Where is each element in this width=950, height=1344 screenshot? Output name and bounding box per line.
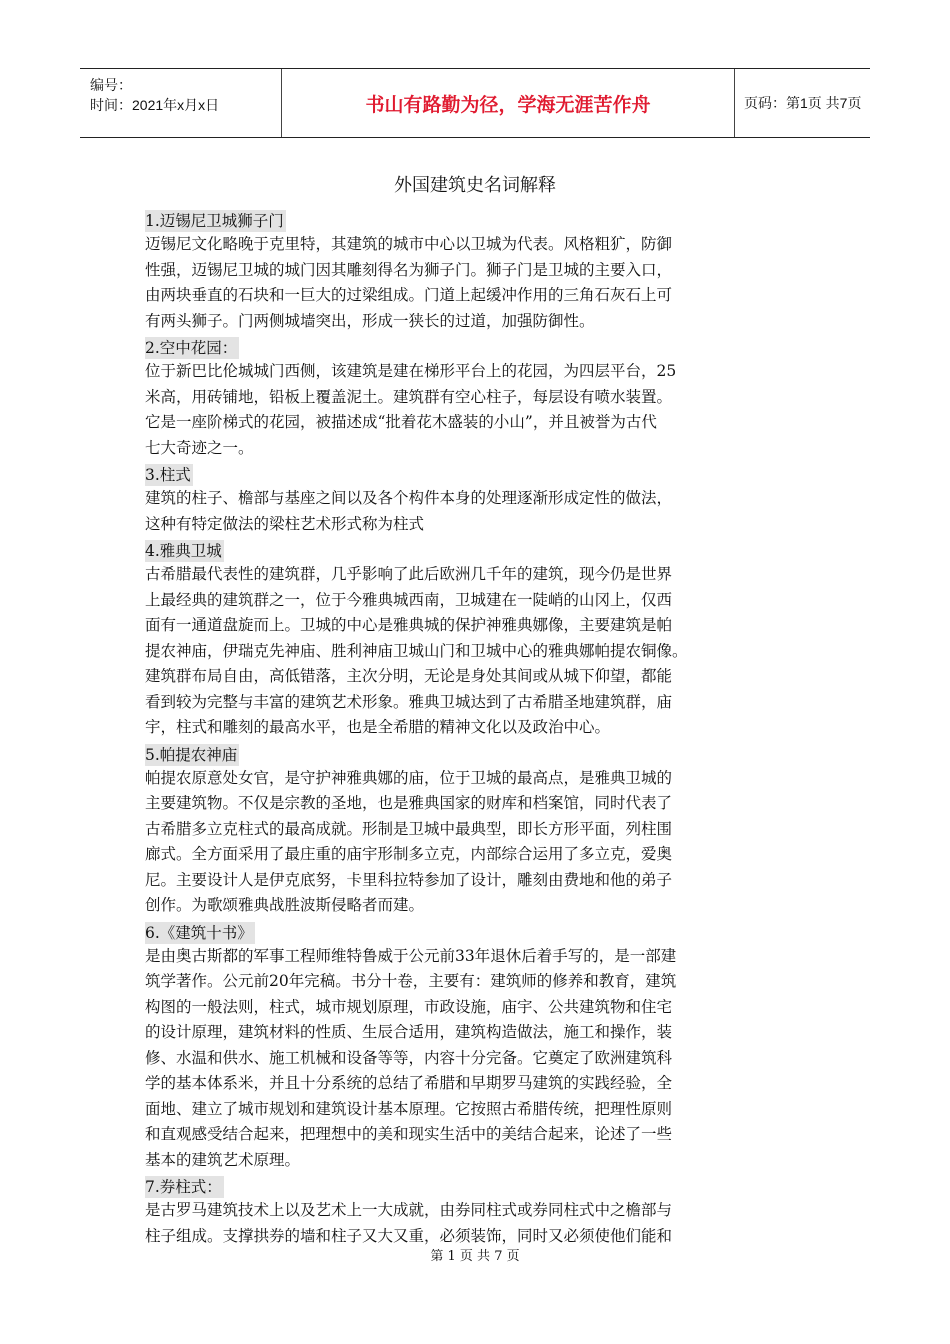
paragraph-line: 和直观感受结合起来，把理想中的美和现实生活中的美结合起来，论述了一些 — [145, 1125, 673, 1143]
paragraph-line: 面有一通道盘旋而上。卫城的中心是雅典城的保护神雅典娜像，主要建筑是帕 — [145, 616, 673, 634]
paragraph-line: 宇，柱式和雕刻的最高水平，也是全希腊的精神文化以及政治中心。 — [145, 718, 611, 736]
paragraph-line: 柱子组成。支撑拱券的墙和柱子又大又重，必须装饰，同时又必须使他们能和 — [145, 1226, 673, 1245]
paragraph-line: 由两块垂直的石块和一巨大的过梁组成。门道上起缓冲作用的三角石灰石上可 — [145, 286, 673, 304]
motto-text: 书山有路勤为径，学海无涯苦作舟 — [365, 93, 651, 116]
date-label: 时间：2021年x月x日 — [90, 97, 220, 113]
paragraph-line: 建筑群布局自由，高低错落，主次分明，无论是身处其间或从城下仰望，都能 — [145, 667, 673, 685]
paragraph-line: 帕提农原意处女官，是守护神雅典娜的庙，位于卫城的最高点，是雅典卫城的 — [145, 768, 673, 787]
header-table — [80, 68, 870, 138]
section-heading: 6.《建筑十书》 — [145, 923, 253, 942]
paragraph-line: 迈锡尼文化略晚于克里特，其建筑的城市中心以卫城为代表。风格粗犷，防御 — [145, 235, 673, 253]
paragraph-line: 有两头狮子。门两侧城墙突出，形成一狭长的过道，加强防御性。 — [145, 311, 595, 330]
document-title: 外国建筑史名词解释 — [394, 175, 556, 196]
page-footer: 第 1 页 共 7 页 — [430, 1249, 520, 1264]
header-info-cell — [80, 69, 282, 137]
section-heading: 3.柱式 — [145, 466, 191, 484]
paragraph-line: 古希腊多立克柱式的最高成就。形制是卫城中最典型，即长方形平面，列柱围 — [145, 819, 673, 838]
paragraph-line: 是古罗马建筑技术上以及艺术上一大成就，由券同柱式或券同柱式中之檐部与 — [145, 1201, 673, 1219]
paragraph-line: 位于新巴比伦城城门西侧，该建筑是建在梯形平台上的花园，为四层平台，25 — [145, 362, 677, 380]
section — [145, 537, 805, 741]
paragraph-line: 古希腊最代表性的建筑群，几乎影响了此后欧洲几千年的建筑，现今仍是世界 — [145, 565, 673, 583]
section — [145, 919, 805, 1174]
paragraph-line: 性强，迈锡尼卫城的城门因其雕刻得名为狮子门。狮子门是卫城的主要入口， — [145, 260, 673, 279]
paragraph-line: 这种有特定做法的梁柱艺术形式称为柱式 — [145, 514, 425, 533]
paragraph-line: 尼。主要设计人是伊克底努，卡里科拉特参加了设计，雕刻由费地和他的弟子 — [145, 870, 673, 889]
paragraph-line: 七大奇迹之一。 — [145, 438, 254, 457]
paragraph-line: 创作。为歌颂雅典战胜波斯侵略者而建。 — [145, 896, 425, 914]
motto-cell — [282, 69, 735, 137]
section — [145, 461, 805, 537]
section-heading: 1.迈锡尼卫城狮子门 — [145, 212, 284, 230]
section — [145, 207, 805, 334]
paragraph-line: 廊式。全方面采用了最庄重的庙宇形制多立克，内部综合运用了多立克，爱奥 — [145, 845, 673, 863]
paragraph-line: 上最经典的建筑群之一，位于今雅典城西南，卫城建在一陡峭的山冈上，仅西 — [145, 590, 673, 609]
paragraph-line: 提农神庙，伊瑞克先神庙、胜利神庙卫城山门和卫城中心的雅典娜帕提农铜像。 — [145, 641, 688, 660]
paragraph-line: 米高，用砖铺地，铅板上覆盖泥土。建筑群有空心柱子，每层设有喷水装置。 — [145, 387, 673, 406]
paragraph-line: 看到较为完整与丰富的建筑艺术形象。雅典卫城达到了古希腊圣地建筑群，庙 — [145, 692, 673, 711]
paragraph-line: 筑学著作。公元前20年完稿。书分十卷，主要有：建筑师的修养和教育，建筑 — [145, 972, 677, 990]
paragraph-line: 的设计原理，建筑材料的性质、生辰合适用，建筑构造做法，施工和操作，装 — [145, 1023, 673, 1041]
paragraph-line: 建筑的柱子、檐部与基座之间以及各个构件本身的处理逐渐形成定性的做法， — [145, 489, 673, 507]
section-heading: 2.空中花园： — [145, 339, 238, 357]
section — [145, 741, 805, 919]
paragraph-line: 学的基本体系米，并且十分系统的总结了希腊和早期罗马建筑的实践经验，全 — [145, 1074, 673, 1092]
section-heading: 7.券柱式： — [145, 1178, 222, 1196]
page-label: 页码：第1页 共7页 — [744, 95, 862, 111]
paragraph-line: 构图的一般法则，柱式，城市规划原理，市政设施，庙宇、公共建筑物和住宅 — [145, 997, 673, 1016]
paragraph-line: 它是一座阶梯式的花园，被描述成“批着花木盛装的小山”，并且被誉为古代 — [145, 413, 657, 431]
section — [145, 334, 805, 461]
section-heading: 5.帕提农神庙 — [145, 745, 238, 764]
number-label: 编号： — [90, 77, 132, 93]
paragraph-line: 主要建筑物。不仅是宗教的圣地，也是雅典国家的财库和档案馆，同时代表了 — [145, 794, 673, 812]
page-info-cell — [734, 69, 870, 137]
paragraph-line: 基本的建筑艺术原理。 — [145, 1150, 301, 1169]
section-heading: 4.雅典卫城 — [145, 542, 222, 560]
paragraph-line: 是由奥古斯都的军事工程师维特鲁威于公元前33年退休后着手写的，是一部建 — [145, 946, 677, 965]
document-body — [145, 207, 805, 1249]
paragraph-line: 修、水温和供水、施工机械和设备等等，内容十分完备。它奠定了欧洲建筑科 — [145, 1048, 673, 1067]
section — [145, 1173, 805, 1249]
paragraph-line: 面地、建立了城市规划和建筑设计基本原理。它按照古希腊传统，把理性原则 — [145, 1099, 673, 1118]
